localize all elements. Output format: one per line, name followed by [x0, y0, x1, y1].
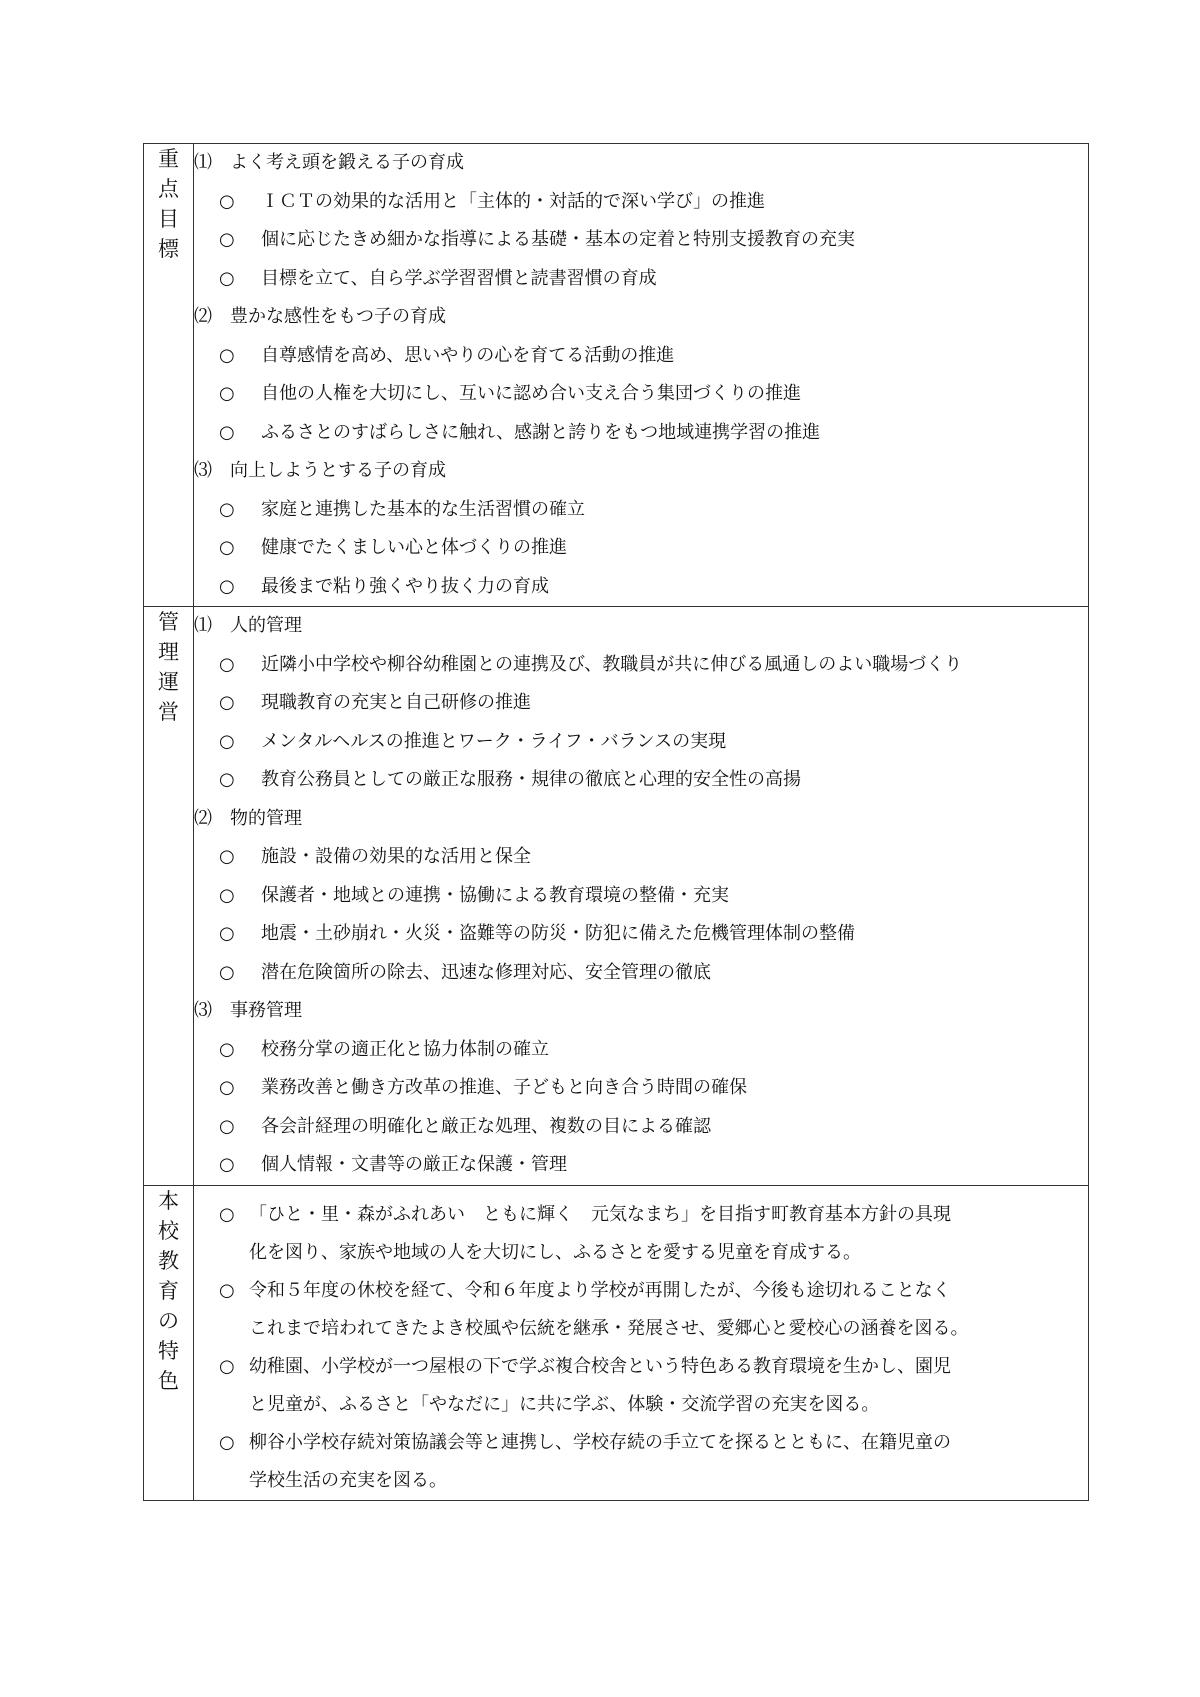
bullet-icon: ○	[219, 1204, 235, 1225]
management-row	[144, 607, 1089, 1186]
management-label: 管 理 運 営	[158, 610, 179, 724]
list-item: ○ 業務改善と働き方改革の推進、子どもと向き合う時間の確保	[194, 1069, 1088, 1108]
features-content	[194, 1186, 1089, 1501]
list-item: ○ 自他の人権を大切にし、互いに認め合い支え合う集団づくりの推進	[194, 375, 1088, 414]
bullet-icon: ○	[219, 1432, 235, 1453]
list-item: ○ ふるさとのすばらしさに触れ、感謝と誇りをもつ地域連携学習の推進	[194, 414, 1088, 453]
school-plan-table	[143, 143, 1089, 1501]
section-heading: ⑵ 物的管理	[194, 807, 302, 829]
list-item: ○ 目標を立て、自ら学ぶ学習習慣と読書習慣の育成	[194, 260, 1088, 299]
bullet-icon: ○	[219, 1038, 235, 1060]
bullet-icon: ○	[219, 229, 235, 250]
list-item: ○ 近隣小中学校や柳谷幼稚園との連携及び、教職員が共に伸びる風通しのよい職場づくり	[194, 646, 1088, 685]
list-item: ○ 現職教育の充実と自己研修の推進	[194, 684, 1088, 723]
priority-goals-label: 重 点 目 標	[158, 147, 179, 261]
list-item: ○ 潜在危険箇所の除去、迅速な修理対応、安全管理の徹底	[194, 954, 1088, 993]
bullet-icon: ○	[219, 730, 235, 752]
bullet-icon: ○	[219, 923, 235, 944]
priority-goals-row	[144, 144, 1089, 607]
bullet-icon: ○	[219, 1356, 235, 1377]
list-item: ○ 施設・設備の効果的な活用と保全	[194, 838, 1088, 877]
bullet-icon: ○	[219, 1154, 235, 1175]
section-heading: ⑴ よく考え頭を鍛える子の育成	[194, 152, 464, 173]
bullet-icon: ○	[219, 653, 235, 675]
feature-paragraph: ○ 令和５年度の休校を経て、令和６年度より学校が再開したが、今後も途切れることなく これまで培われてきたよき校風や伝統を継承・発展させ、愛郷心と愛校心の涵養を図る。	[194, 1272, 1088, 1348]
list-item: ○ メンタルヘルスの推進とワーク・ライフ・バランスの実現	[194, 723, 1088, 762]
bullet-icon: ○	[219, 692, 235, 713]
list-item: ○ 最後まで粘り強くやり抜く力の育成	[194, 568, 1088, 607]
list-item: ○ 個に応じたきめ細かな指導による基礎・基本の定着と特別支援教育の充実	[194, 221, 1088, 260]
list-item: ○ 個人情報・文書等の厳正な保護・管理	[194, 1146, 1088, 1185]
section-heading: ⑵ 豊かな感性をもつ子の育成	[194, 306, 446, 327]
bullet-icon: ○	[219, 769, 235, 790]
management-content	[194, 607, 1089, 1186]
features-row	[144, 1186, 1089, 1501]
list-item: ○ ＩＣＴの効果的な活用と「主体的・対話的で深い学び」の推進	[194, 183, 1088, 222]
section-heading: ⑶ 事務管理	[194, 1000, 302, 1021]
list-item: ○ 各会計経理の明確化と厳正な処理、複数の目による確認	[194, 1108, 1088, 1147]
list-item: ○ 校務分掌の適正化と協力体制の確立	[194, 1031, 1088, 1070]
bullet-icon: ○	[219, 1077, 235, 1098]
priority-goals-content	[194, 144, 1089, 607]
bullet-icon: ○	[219, 884, 235, 906]
list-item: ○ 保護者・地域との連携・協働による教育環境の整備・充実	[194, 877, 1088, 916]
features-label-cell	[144, 1186, 194, 1501]
bullet-icon: ○	[219, 846, 235, 867]
features-label: 本 校 教 育 の 特 色	[158, 1189, 179, 1393]
feature-paragraph: ○ 「ひと・里・森がふれあい ともに輝く 元気なまち」を目指す町教育基本方針の具現 化を図り、家族や地域の人を大切にし、ふるさとを愛する児童を育成する。	[194, 1196, 1088, 1272]
management-label-cell	[144, 607, 194, 1186]
priority-goals-label-cell	[144, 144, 194, 607]
section-heading: ⑶ 向上しようとする子の育成	[194, 460, 446, 481]
feature-paragraph: ○ 幼稚園、小学校が一つ屋根の下で学ぶ複合校舎という特色ある教育環境を生かし、園児 と児童が、ふるさと「やなだに」に共に学ぶ、体験・交流学習の充実を図る。	[194, 1348, 1088, 1424]
bullet-icon: ○	[219, 1280, 235, 1301]
list-item: ○ 家庭と連携した基本的な生活習慣の確立	[194, 491, 1088, 530]
bullet-icon: ○	[219, 190, 235, 212]
list-item: ○ 自尊感情を高め、思いやりの心を育てる活動の推進	[194, 337, 1088, 376]
bullet-icon: ○	[219, 267, 235, 289]
feature-paragraph: ○ 柳谷小学校存続対策協議会等と連携し、学校存続の手立てを探るとともに、在籍児童の 学校生活の充実を図る。	[194, 1424, 1088, 1500]
bullet-icon: ○	[219, 961, 235, 983]
bullet-icon: ○	[219, 344, 235, 366]
bullet-icon: ○	[219, 498, 235, 520]
section-heading: ⑴ 人的管理	[194, 615, 302, 636]
bullet-icon: ○	[219, 537, 235, 558]
bullet-icon: ○	[219, 421, 235, 443]
bullet-icon: ○	[219, 383, 235, 404]
bullet-icon: ○	[219, 575, 235, 597]
bullet-icon: ○	[219, 1115, 235, 1137]
list-item: ○ 教育公務員としての厳正な服務・規律の徹底と心理的安全性の高揚	[194, 761, 1088, 800]
list-item: ○ 地震・土砂崩れ・火災・盗難等の防災・防犯に備えた危機管理体制の整備	[194, 915, 1088, 954]
list-item: ○ 健康でたくましい心と体づくりの推進	[194, 529, 1088, 568]
